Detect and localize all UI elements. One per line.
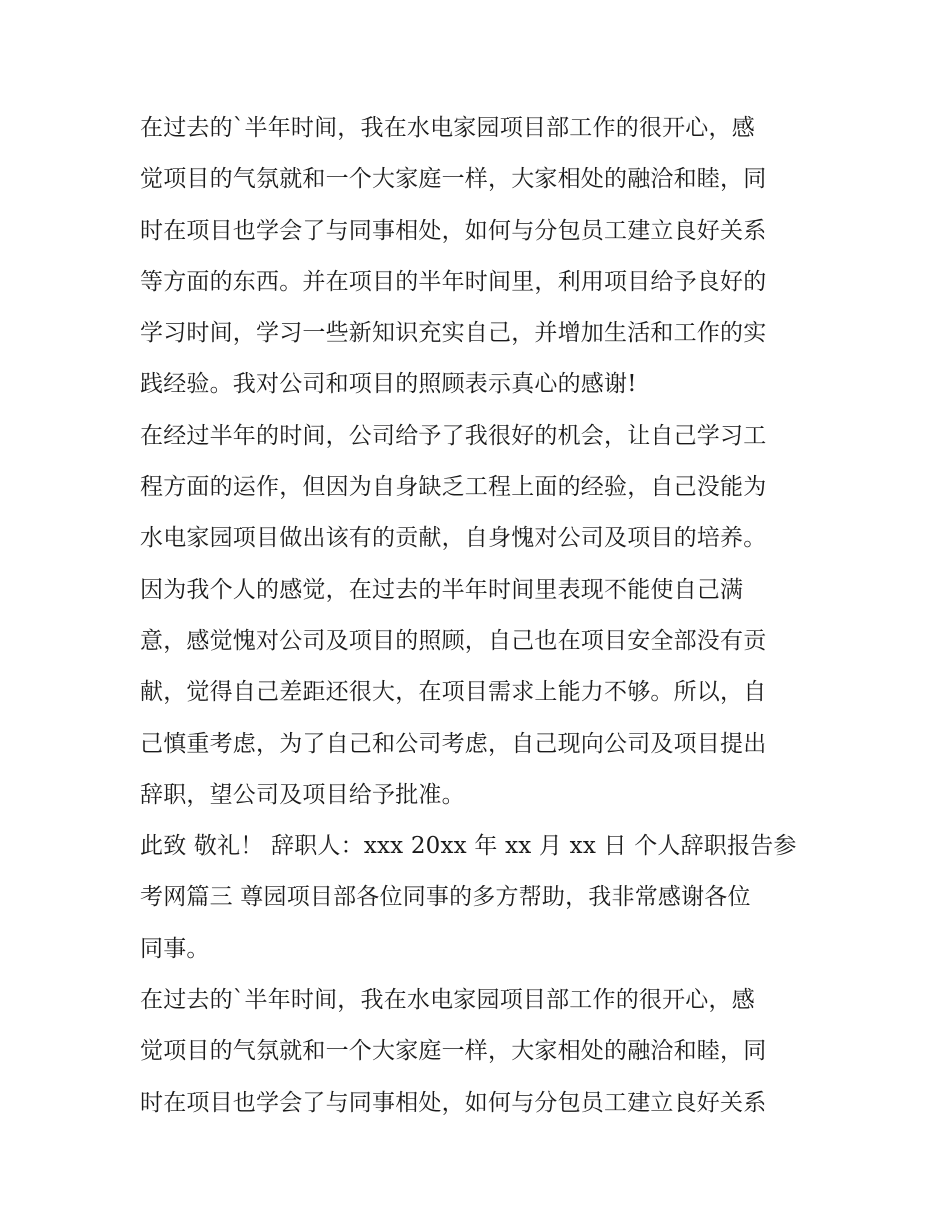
text-line: 等方面的东西。并在项目的半年时间里，利用项目给予良好的 bbox=[140, 268, 767, 295]
text-line: 己慎重考虑，为了自己和公司考虑，自己现向公司及项目提出 bbox=[140, 730, 767, 757]
document-body bbox=[140, 103, 840, 1129]
text-line: 时在项目也学会了与同事相处，如何与分包员工建立良好关系 bbox=[140, 217, 767, 244]
text-line: 觉项目的气氛就和一个大家庭一样，大家相处的融洽和睦，同 bbox=[140, 1038, 767, 1065]
text-line: 因为我个人的感觉，在过去的半年时间里表现不能使自己满 bbox=[140, 576, 744, 603]
text-line: 时在项目也学会了与同事相处，如何与分包员工建立良好关系 bbox=[140, 1089, 767, 1116]
text-line: 程方面的运作，但因为自身缺乏工程上面的经验，自己没能为 bbox=[140, 474, 767, 501]
text-line: 践经验。我对公司和项目的照顾表示真心的感谢! bbox=[140, 371, 637, 398]
text-line: 献，觉得自己差距还很大，在项目需求上能力不够。所以，自 bbox=[140, 679, 767, 706]
text-line: 此致 敬礼！ 辞职人：xxx 20xx 年 xx 月 xx 日 个人辞职报告参 bbox=[140, 833, 797, 860]
text-line: 辞职，望公司及项目给予批准。 bbox=[140, 781, 465, 808]
text-line: 意，感觉愧对公司及项目的照顾，自己也在项目安全部没有贡 bbox=[140, 627, 767, 654]
text-line: 觉项目的气氛就和一个大家庭一样，大家相处的融洽和睦，同 bbox=[140, 166, 767, 193]
text-line: 在过去的`半年时间，我在水电家园项目部工作的很开心，感 bbox=[140, 115, 755, 141]
text-line: 同事。 bbox=[140, 935, 210, 962]
text-line: 在过去的`半年时间，我在水电家园项目部工作的很开心，感 bbox=[140, 987, 755, 1014]
text-line: 考网篇三 尊园项目部各位同事的多方帮助，我非常感谢各位 bbox=[140, 884, 751, 911]
text-line: 学习时间，学习一些新知识充实自己，并增加生活和工作的实 bbox=[140, 320, 767, 347]
text-line: 在经过半年的时间，公司给予了我很好的机会，让自己学习工 bbox=[140, 422, 767, 449]
text-line: 水电家园项目做出该有的贡献，自身愧对公司及项目的培养。 bbox=[140, 525, 767, 552]
